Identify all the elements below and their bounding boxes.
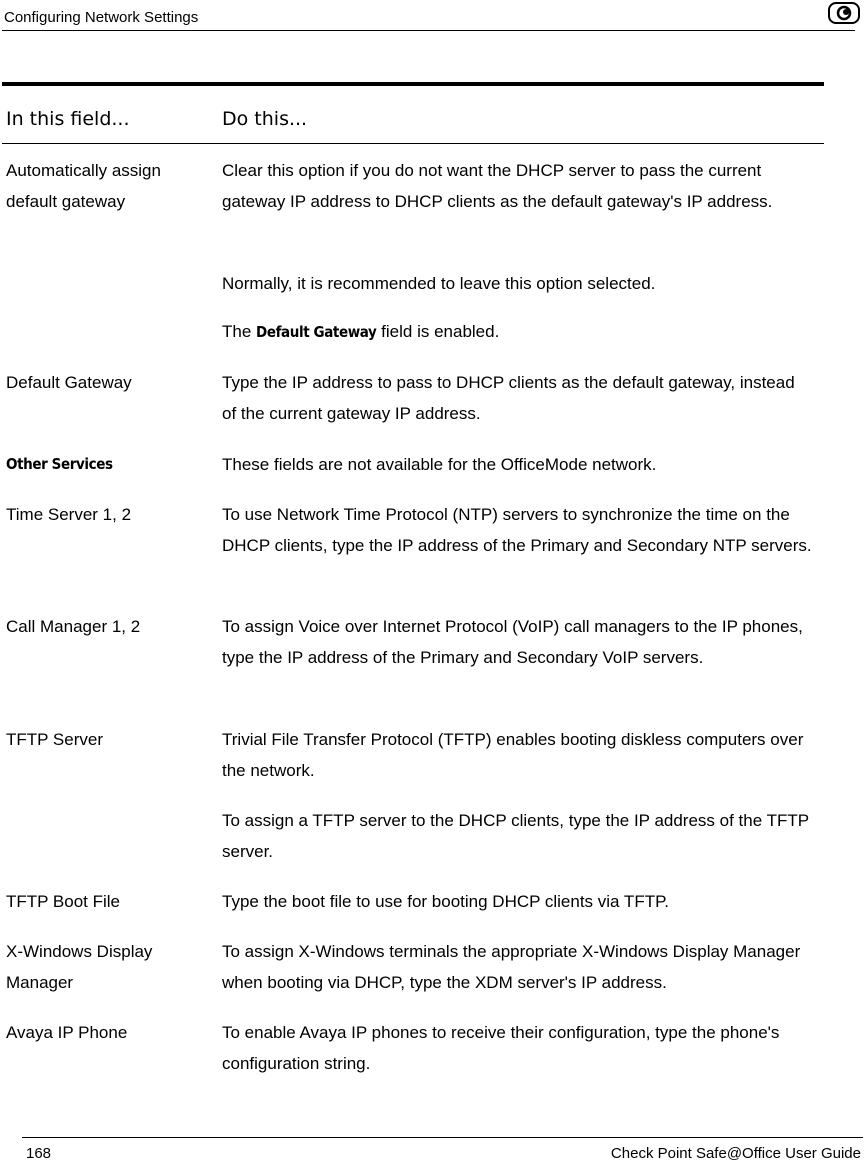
footer-rule [22,1137,863,1138]
desc-x-windows-display-manager: To assign X-Windows terminals the appropriate X-Windows Display Manager when booting via DHCP, type the XDM server's IP address. [222,942,801,992]
field-avaya-ip-phone: Avaya IP Phone [6,1023,128,1042]
desc-tftp-boot-file: Type the boot file to use for booting DHCP clients via TFTP. [222,892,669,911]
desc-automatically-assign-effect [222,316,812,348]
header-rule [2,30,855,31]
desc-tftp-server-assign: To assign a TFTP server to the DHCP clients, type the IP address of the TFTP server. [222,811,809,861]
desc-other-services: These fields are not available for the OfficeMode network. [222,455,657,474]
field-automatically-assign-default-gateway: Automatically assign default gateway [6,161,161,211]
table-header-rule [2,143,824,144]
field-tftp-boot-file: TFTP Boot File [6,892,120,911]
page-number: 168 [26,1145,52,1162]
field-tftp-server: TFTP Server [6,730,103,749]
desc-avaya-ip-phone: To enable Avaya IP phones to receive their configuration, type the phone's configuration string. [222,1023,780,1073]
guide-title: Check Point Safe@Office User Guide [610,1145,861,1162]
column-header-action: Do this... [222,108,308,130]
desc-tftp-server: Trivial File Transfer Protocol (TFTP) enables booting diskless computers over the network. [222,730,804,780]
field-x-windows-display-manager: X-Windows Display Manager [6,942,153,992]
effect-suffix: field is enabled. [381,322,500,341]
desc-automatically-assign-note: Normally, it is recommended to leave this option selected. [222,274,656,293]
column-header-field: In this field... [6,108,130,130]
desc-automatically-assign-default-gateway: Clear this option if you do not want the DHCP server to pass the current gateway IP address to DHCP clients as the default gateway's IP address. [222,161,773,211]
effect-prefix: The [222,322,252,341]
page-header-title: Configuring Network Settings [4,9,199,26]
default-gateway-field-ref: Default Gateway [256,323,377,341]
table-top-rule [2,82,824,86]
field-time-server: Time Server 1, 2 [6,505,132,524]
field-call-manager: Call Manager 1, 2 [6,617,141,636]
check-point-logo-icon [828,1,860,25]
field-default-gateway: Default Gateway [6,373,132,392]
desc-time-server: To use Network Time Protocol (NTP) servers to synchronize the time on the DHCP clients, type the IP address of the Primary and Secondary NTP servers. [222,505,812,555]
field-other-services: Other Services [6,455,113,473]
desc-default-gateway: Type the IP address to pass to DHCP clients as the default gateway, instead of the current gateway IP address. [222,373,795,423]
desc-call-manager: To assign Voice over Internet Protocol (VoIP) call managers to the IP phones, type the IP address of the Primary and Secondary VoIP servers. [222,617,803,667]
